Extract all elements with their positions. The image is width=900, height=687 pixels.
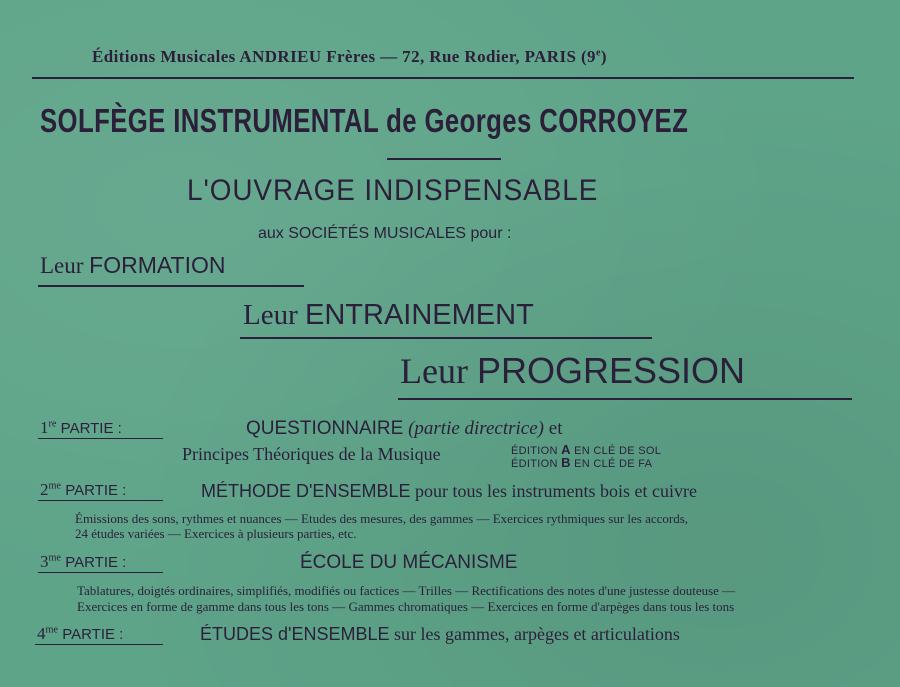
purpose-word: PROGRESSION xyxy=(476,350,746,391)
part1-edition-b: ÉDITION B EN CLÉ DE FA xyxy=(511,455,653,470)
purpose-word: ENTRAINEMENT xyxy=(305,299,534,331)
publisher-sup: e xyxy=(595,47,601,59)
part1-title: QUESTIONNAIRE (partie directrice) et xyxy=(246,418,563,439)
part2-title: MÉTHODE D'ENSEMBLE pour tous les instruments bois et cuivre xyxy=(201,481,697,501)
purpose-formation-rule xyxy=(38,285,304,287)
publisher-text: Éditions Musicales ANDRIEU Frères — 72, Rue Rodier, PARIS (9 xyxy=(92,47,596,66)
main-title xyxy=(40,102,688,140)
title-main: SOLFÈGE INSTRUMENTAL xyxy=(40,102,379,139)
purpose-word: FORMATION xyxy=(89,252,226,278)
part2-label: $2^{me}$ PARTIE : xyxy=(40,480,127,499)
purpose-prefix: Leur xyxy=(243,299,298,331)
part1-edition-a: ÉDITION A EN CLÉ DE SOL xyxy=(511,442,662,457)
purpose-progression-rule xyxy=(398,398,852,400)
purpose-prefix: Leur xyxy=(40,253,84,278)
part4-title: ÉTUDES d'ENSEMBLE sur les gammes, arpèges et articulations xyxy=(200,624,680,644)
part3-title: ÉCOLE DU MÉCANISME xyxy=(300,552,518,573)
edition-letter: B xyxy=(561,455,571,470)
edition-letter: A xyxy=(561,442,571,457)
part1-label: 1re PARTIE : xyxy=(40,418,122,437)
header-rule xyxy=(32,77,854,79)
tagline-line2: aux SOCIÉTÉS MUSICALES pour : xyxy=(258,225,512,242)
part4-label-rule xyxy=(35,644,163,645)
title-divider xyxy=(387,158,501,160)
purpose-progression xyxy=(400,350,745,392)
part1-line2: Principes Théoriques de la Musique xyxy=(182,444,441,464)
part3-label-rule xyxy=(38,572,163,573)
purpose-entrainement xyxy=(243,299,534,332)
title-author: CORROYEZ xyxy=(539,102,689,139)
tagline-line1: L'OUVRAGE INDISPENSABLE xyxy=(187,174,599,207)
part3-desc1: Tablatures, doigtés ordinaires, simplifiés, modifiés ou factices — Trilles — Rectifications des notes d'une justesse douteuse — xyxy=(77,583,736,598)
part4-label: $4^{me}$ PARTIE : xyxy=(37,624,124,643)
part3-label: $3^{me}$ PARTIE : xyxy=(40,552,127,571)
part1-label-rule xyxy=(38,438,163,439)
publisher-header xyxy=(92,47,607,67)
part2-desc2: 24 études variées — Exercices à plusieurs parties, etc. xyxy=(75,526,357,541)
purpose-entrainement-rule xyxy=(240,337,652,339)
part2-label-rule xyxy=(38,500,163,501)
part2-desc1: Émissions des sons, rythmes et nuances — Etudes des mesures, des gammes — Exercices rythmiques sur les accords, xyxy=(75,511,689,526)
title-by: de Georges xyxy=(386,102,532,139)
publisher-close: ) xyxy=(600,47,607,66)
part3-desc2: Exercices en forme de gamme dans tous les tons — Gammes chromatiques — Exercices en forme d'arpèges dans tous les tons xyxy=(77,599,735,614)
purpose-formation xyxy=(40,252,225,279)
purpose-prefix: Leur xyxy=(400,351,468,391)
